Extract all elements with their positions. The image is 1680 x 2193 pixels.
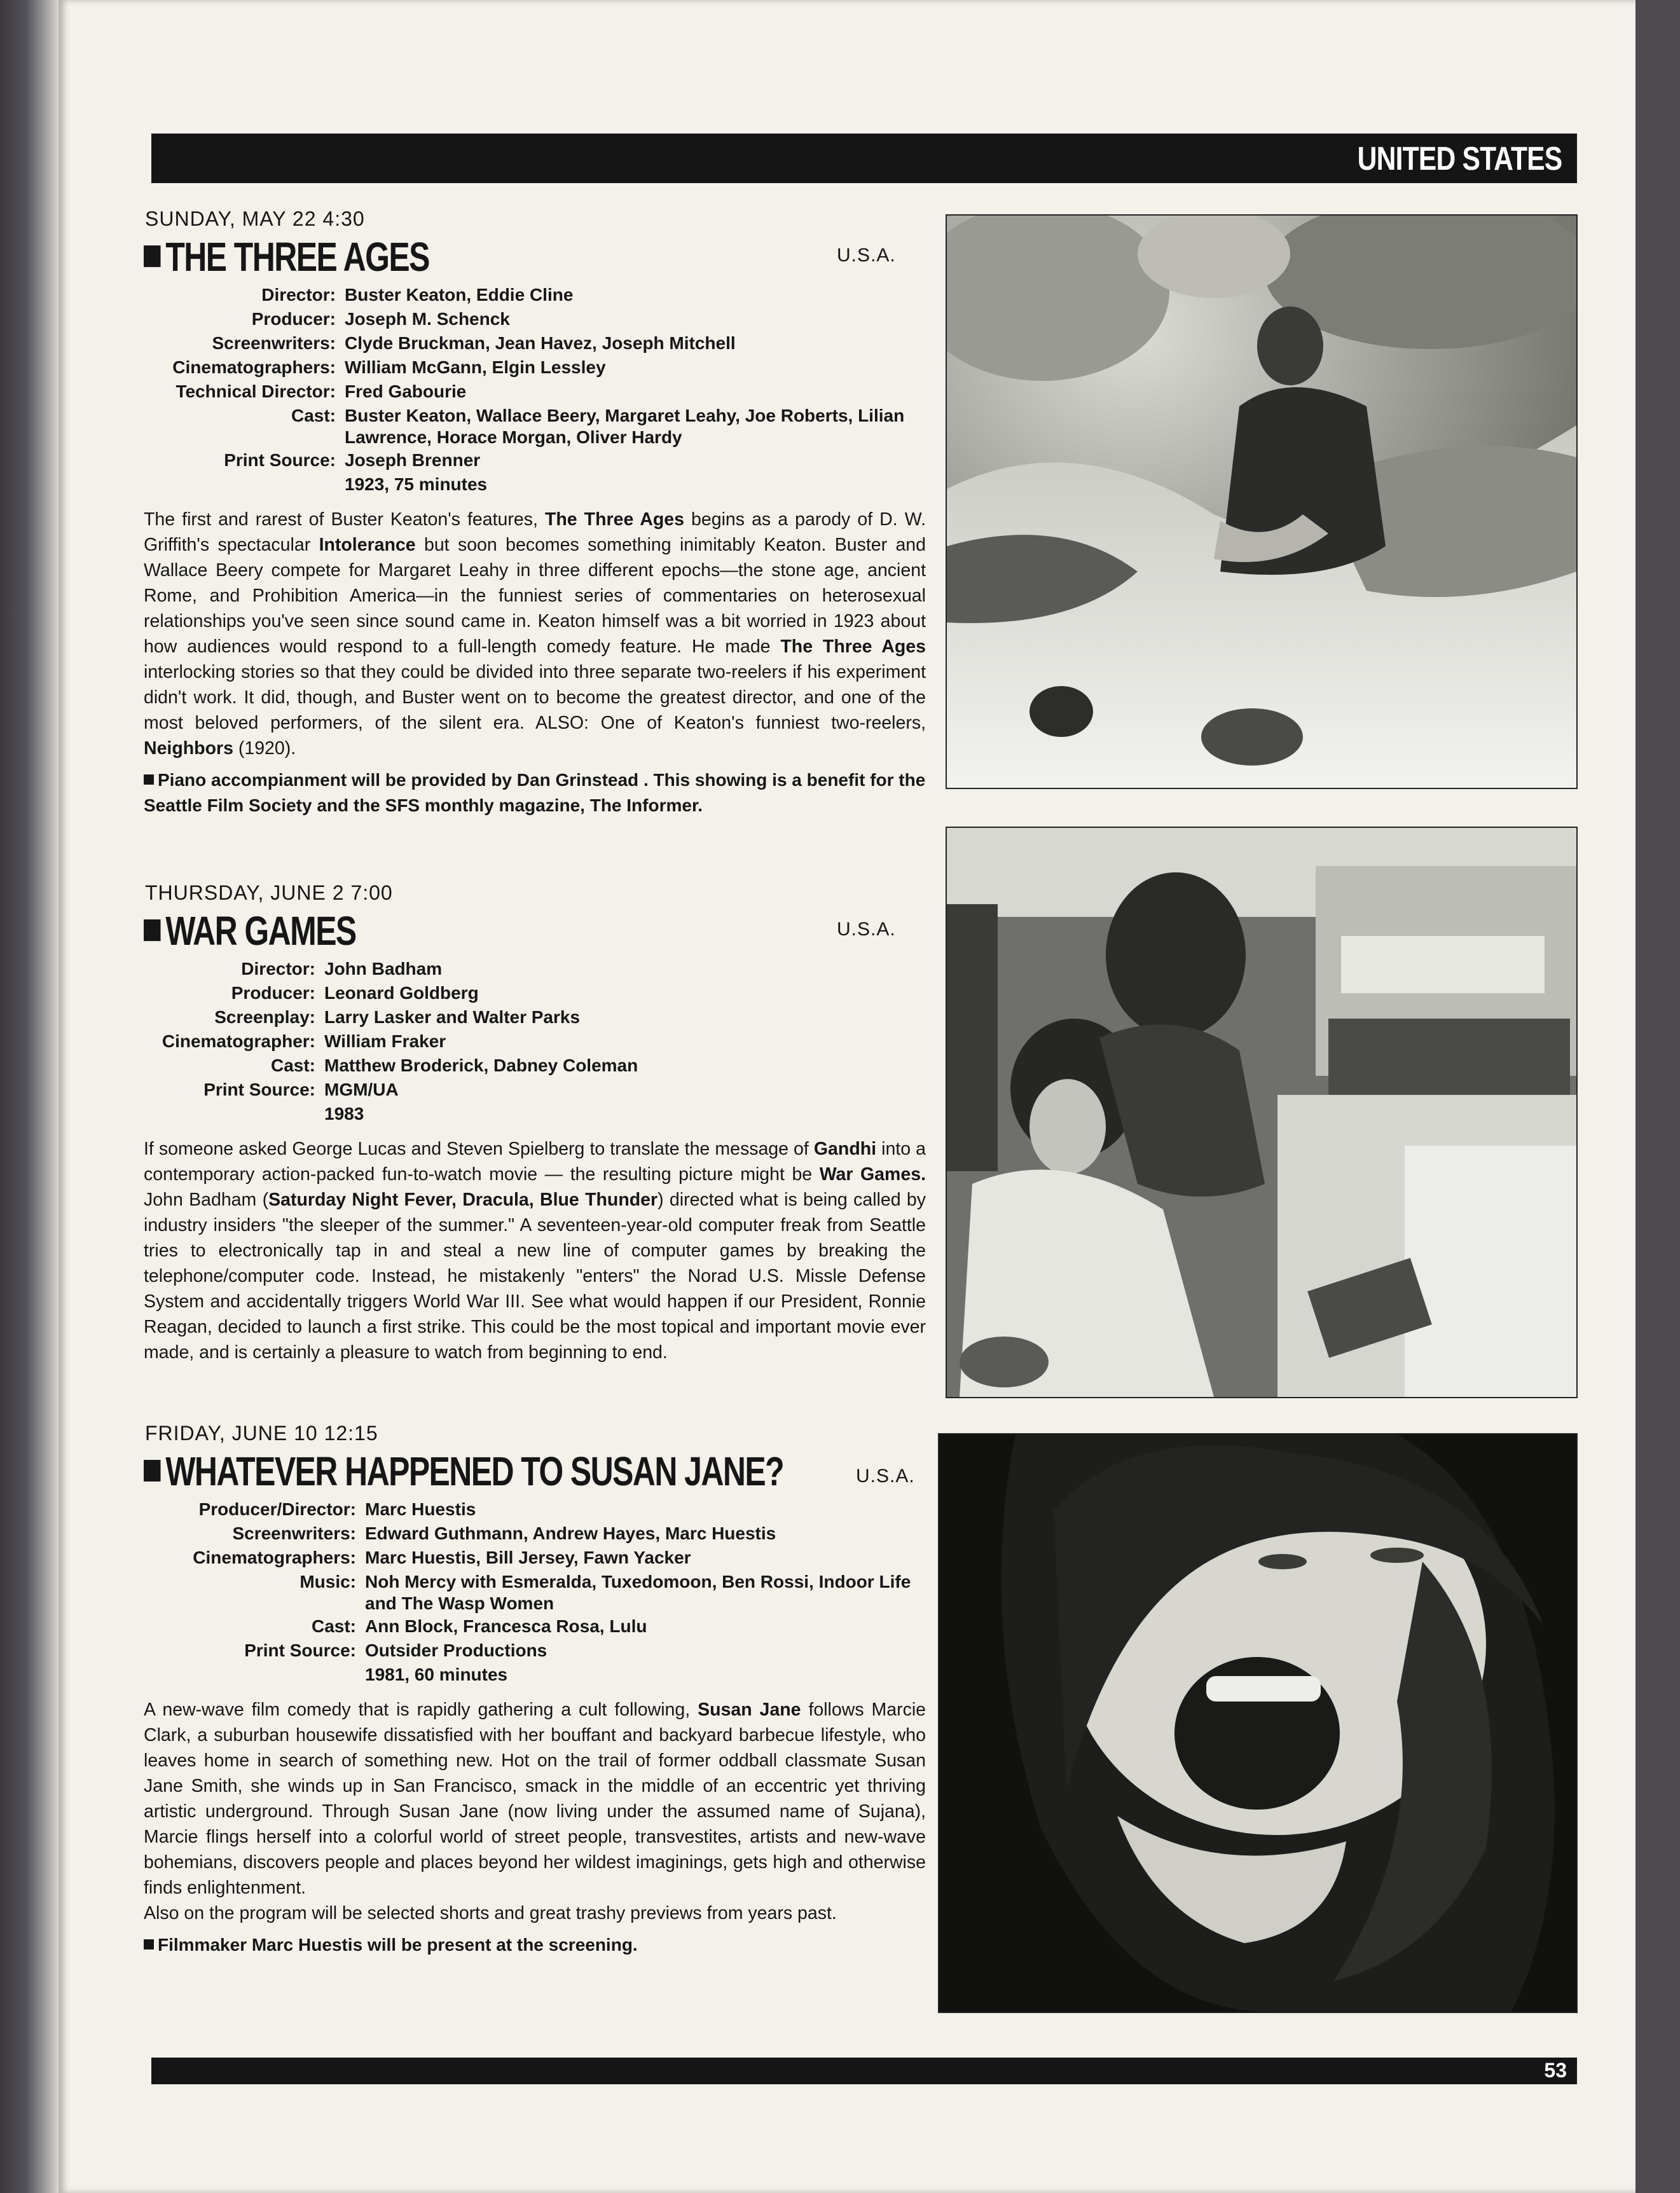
credit-row: Producer: Joseph M. Schenck <box>251 309 510 329</box>
bullet-square-icon <box>144 1460 161 1481</box>
credit-row: Cinematographer: William Fraker <box>162 1031 446 1051</box>
credits-block <box>144 957 926 1126</box>
film-still-war-games <box>946 827 1578 1398</box>
bullet-square-icon <box>144 919 161 941</box>
country-label: U.S.A. <box>856 1466 915 1487</box>
screening-dateline: THURSDAY, JUNE 2 7:00 <box>145 881 393 904</box>
credit-row: Director: Buster Keaton, Eddie Cline <box>261 285 574 305</box>
credit-row: Cinematographers: Marc Huestis, Bill Jersey, Fawn Yacker <box>193 1548 691 1567</box>
credit-row: Cinematographers: William McGann, Elgin Lessley <box>172 357 606 377</box>
credit-row: Print Source: MGM/UA <box>203 1080 399 1099</box>
credit-row: Screenplay: Larry Lasker and Walter Parks <box>214 1007 581 1027</box>
program-extra: Also on the program will be selected shorts and great trashy previews from years past. <box>144 1903 837 1923</box>
film-description: If someone asked George Lucas and Steven Spielberg to translate the message of Gandhi into a contemporary action-packed fun-to-watch movie — the resulting picture might be War Games. John Badham (Saturday Night Fever, Dracula, Blue Thunder) directed what is being called by industry insiders "the sleeper of the summer." A seventeen-year-old computer freak from Seattle tries to electronically tap in and steal a new line of computer games by breaking the telephone/computer code. Instead, he mistakenly "enters" the Norad U.S. Missle Defense System and accidentally triggers World War III. See what would happen if our President, Ronnie Reagan, decided to launch a first strike. This could be the most topical and important movie ever made, and is certainly a pleasure to watch from beginning to end. <box>144 1139 926 1363</box>
section-title: UNITED STATES <box>1357 141 1562 177</box>
screening-note: Filmmaker Marc Huestis will be present at the screening. <box>144 1932 926 1958</box>
credit-row: Cast: Buster Keaton, Wallace Beery, Margaret Leahy, Joe Roberts, Lilian Lawrence, Horace Morgan, Oliver Hardy <box>291 406 905 447</box>
credit-row: Screenwriters: Clyde Bruckman, Jean Havez, Joseph Mitchell <box>212 333 736 353</box>
year-runtime: 1983 <box>324 1104 364 1124</box>
film-title: THE THREE AGES <box>144 233 429 280</box>
credit-row: Cast: Matthew Broderick, Dabney Coleman <box>270 1055 638 1075</box>
credit-row: Director: John Badham <box>241 959 443 979</box>
section-header-bar <box>151 134 1577 183</box>
bullet-square-icon <box>144 245 161 267</box>
film-description: A new-wave film comedy that is rapidly gathering a cult following, Susan Jane follows Marcie Clark, a suburban housewife dissatisfied with her bouffant and backyard barbecue lifestyle, who leaves home in search of something new. Hot on the trail of former oddball classmate Susan Jane Smith, she winds up in San Francisco, smack in the middle of an eccentric yet thriving artistic underground. Through Susan Jane (now living under the assumed name of Sujana), Marcie flings herself into a colorful world of street people, transvestites, artists and new-wave bohemians, discovers people and places beyond her wildest imaginings, gets high and otherwise finds enlightenment. <box>144 1700 926 1898</box>
bullet-square-icon <box>144 774 154 785</box>
still-photo-image <box>939 1434 1576 2012</box>
credit-row: Technical Director: Fred Gabourie <box>176 382 467 401</box>
still-photo-image <box>947 828 1576 1397</box>
screening-dateline: FRIDAY, JUNE 10 12:15 <box>145 1422 378 1445</box>
film-description: The first and rarest of Buster Keaton's features, The Three Ages begins as a parody of D. W. Griffith's spectacular Intolerance but soon becomes something inimitably Keaton. Buster and Wallace Beery compete for Margaret Leahy in three different epochs—the stone age, ancient Rome, and Prohibition America—in the funniest series of commentaries on heterosexual relationships you've seen since sound came in. Keaton himself was a bit worried in 1923 about how audiences would respond to a full-length comedy feature. He made The Three Ages interlocking stories so that they could be divided into three separate two-reelers if his experiment didn't work. It did, though, and Buster went on to become the greatest director, and one of the most beloved performers, of the silent era. ALSO: One of Keaton's funniest two-reelers, Neighbors (1920). <box>144 509 926 759</box>
book-gutter <box>0 0 59 2193</box>
screening-note: Piano accompianment will be provided by Dan Grinstead . This showing is a benefit for the Seattle Film Society and the SFS monthly magazine, The Informer. <box>144 770 926 815</box>
screening-dateline: SUNDAY, MAY 22 4:30 <box>145 207 365 230</box>
credit-row: Music: Noh Mercy with Esmeralda, Tuxedomoon, Ben Rossi, Indoor Life and The Wasp Women <box>300 1572 911 1613</box>
film-entry-susan-jane <box>144 1422 926 1958</box>
country-label: U.S.A. <box>837 919 896 940</box>
film-title: WAR GAMES <box>144 907 356 954</box>
footer-bar <box>151 2058 1577 2084</box>
credit-row: Producer/Director: Marc Huestis <box>198 1499 476 1519</box>
film-entry-three-ages <box>144 207 926 818</box>
film-title: WHATEVER HAPPENED TO SUSAN JANE? <box>144 1448 783 1495</box>
credit-row: Print Source: Joseph Brenner <box>224 450 481 470</box>
credits-block <box>144 283 926 497</box>
still-photo-image <box>947 216 1576 788</box>
credit-row: Screenwriters: Edward Guthmann, Andrew Hayes, Marc Huestis <box>232 1523 776 1543</box>
film-still-susan-jane <box>938 1433 1578 2013</box>
credit-row: Cast: Ann Block, Francesca Rosa, Lulu <box>311 1616 647 1636</box>
year-runtime: 1981, 60 minutes <box>365 1665 508 1684</box>
year-runtime: 1923, 75 minutes <box>345 474 488 494</box>
film-entry-war-games <box>144 881 926 1365</box>
credits-block <box>144 1497 926 1687</box>
credit-row: Print Source: Outsider Productions <box>244 1640 547 1660</box>
country-label: U.S.A. <box>837 245 896 266</box>
page-number: 53 <box>1544 2059 1567 2082</box>
bullet-square-icon <box>144 1939 154 1949</box>
film-still-three-ages <box>946 214 1578 789</box>
credit-row: Producer: Leonard Goldberg <box>231 983 479 1003</box>
